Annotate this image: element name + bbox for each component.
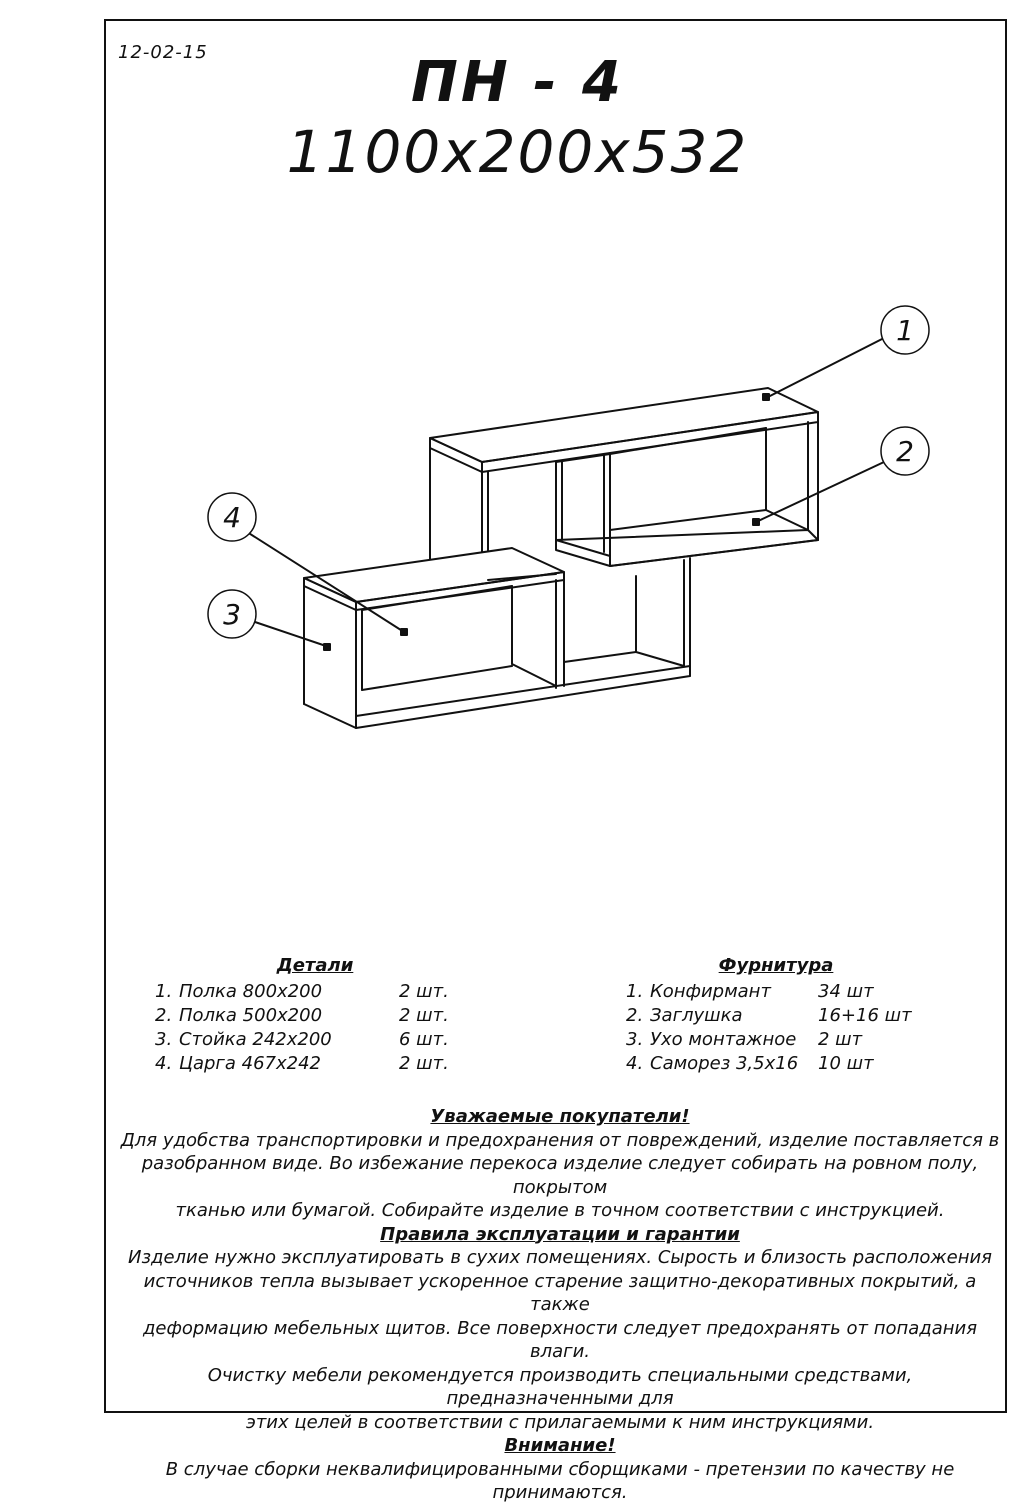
rules-line: Изделие нужно эксплуатировать в сухих помещениях. Сырость и близость расположения (127, 1247, 993, 1268)
callout-1: 1 (896, 314, 914, 347)
rules-line: деформацию мебельных щитов. Все поверхности следует предохранять от попадания влаги. (142, 1317, 978, 1362)
list-item: 1. Конфирмант 34 шт (626, 981, 874, 1002)
list-item: 4. Царга 467x242 2 шт. (155, 1053, 449, 1074)
product-dimensions: 1100x200x532 (286, 118, 749, 186)
details-heading: Детали (276, 955, 354, 976)
list-item: 3. Ухо монтажное 2 шт (626, 1029, 863, 1050)
rules-heading: Правила эксплуатации и гарантии (380, 1223, 740, 1245)
rules-line: источников тепла вызывает ускоренное старение защитно-декоративных покрытий, а также (143, 1270, 977, 1315)
list-item: 2. Заглушка 16+16 шт (626, 1005, 912, 1026)
rules-line: этих целей в соответствии с прилагаемыми к ним инструкциями. (245, 1411, 875, 1433)
customers-heading: Уважаемые покупатели! (430, 1106, 690, 1127)
list-item: 1. Полка 800x200 2 шт. (155, 981, 449, 1002)
lower-shelf-unit (304, 548, 690, 728)
list-item: 4. Саморез 3,5x16 10 шт (626, 1053, 874, 1074)
customers-line: Для удобства транспортировки и предохранения от повреждений, изделие поставляется в (120, 1129, 1000, 1151)
hardware-list (626, 955, 926, 1076)
customers-line: тканью или бумагой. Собирайте изделие в точном соответствии с инструкцией. (175, 1200, 945, 1221)
customers-line: разобранном виде. Во избежание перекоса изделие следует собирать на ровном полу, покрытом (141, 1153, 979, 1198)
callout-2: 2 (896, 435, 914, 468)
list-item: 3. Стойка 242x200 6 шт. (155, 1029, 449, 1050)
attention-heading: Внимание! (504, 1435, 616, 1456)
callout-4: 4 (223, 501, 241, 534)
document-date: 12-02-15 (118, 42, 208, 63)
callout-circles (208, 306, 929, 638)
product-code: ПН - 4 (411, 50, 624, 115)
rules-line: Очистку мебели рекомендуется производить специальными средствами, предназначенными для (207, 1364, 913, 1409)
hardware-heading: Фурнитура (718, 955, 834, 976)
list-item: 2. Полка 500x200 2 шт. (155, 1005, 449, 1026)
customer-notes (120, 1105, 1000, 1505)
callout-3: 3 (223, 598, 241, 631)
details-list (155, 955, 475, 1076)
attention-text: В случае сборки неквалифицированными сборщиками - претензии по качеству не принимаются. (165, 1458, 955, 1503)
